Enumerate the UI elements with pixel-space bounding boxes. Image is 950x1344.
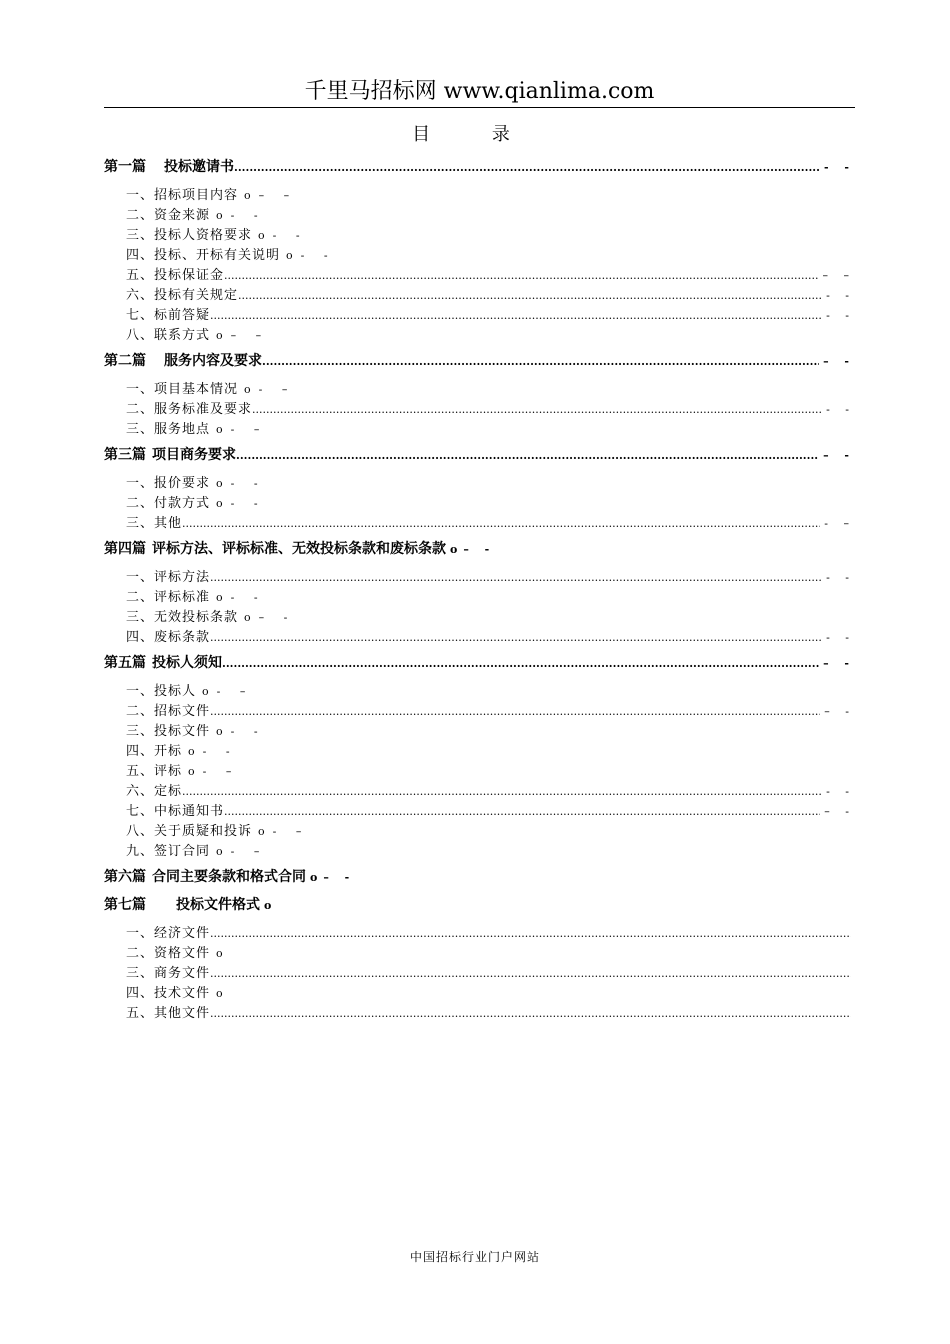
entry-page: ο- – <box>258 825 310 838</box>
entry-title: 一、项目基本情况 <box>126 382 239 397</box>
entry-page: ο– – <box>216 329 270 342</box>
entry-title: 五、评标 <box>126 764 183 779</box>
chapter-number: 第五篇 <box>104 655 146 671</box>
toc-entry[interactable] <box>104 418 855 438</box>
entry-title: 一、评标方法 <box>126 570 211 585</box>
dot-leader <box>224 268 818 283</box>
chapter-number: 第一篇 <box>104 159 146 175</box>
entry-page: - - <box>826 631 855 644</box>
entry-page: - - <box>826 309 855 322</box>
chapter-page: ο– - <box>450 543 496 556</box>
entry-title: 四、技术文件 <box>126 986 211 1001</box>
entry-page: ο- – <box>202 685 254 698</box>
entry-page: ο- – <box>244 383 296 396</box>
chapter-title: 投标文件格式 <box>176 897 260 913</box>
dot-leader <box>234 159 820 175</box>
toc-entry[interactable] <box>104 492 855 512</box>
toc-entry[interactable] <box>104 304 855 324</box>
chapter-number: 第七篇 <box>104 897 146 913</box>
toc-entry[interactable] <box>104 700 855 720</box>
entry-title: 四、开标 <box>126 744 183 759</box>
chapter-title: 投标邀请书 <box>164 159 234 175</box>
toc-entry[interactable] <box>104 760 855 780</box>
entry-title: 二、资金来源 <box>126 208 211 223</box>
dot-leader <box>210 570 822 585</box>
entry-page: ο- – <box>216 845 268 858</box>
toc-entry[interactable] <box>104 284 855 304</box>
toc-entry[interactable] <box>104 606 855 626</box>
entry-title: 二、资格文件 <box>126 946 211 961</box>
entry-page: ο- - <box>216 209 266 222</box>
entry-page: ο– - <box>244 611 296 624</box>
toc-entry[interactable] <box>104 962 855 982</box>
entry-page: - - <box>826 571 855 584</box>
entry-title: 九、签订合同 <box>126 844 211 859</box>
entry-page: ο- - <box>216 497 266 510</box>
entry-page: - - <box>826 785 855 798</box>
entry-page: – - <box>824 805 855 818</box>
toc-chapter[interactable] <box>104 652 855 672</box>
toc-entry[interactable] <box>104 244 855 264</box>
entry-title: 三、无效投标条款 <box>126 610 239 625</box>
entry-page: ο- – <box>216 423 268 436</box>
toc-entry[interactable] <box>104 378 855 398</box>
entry-title: 二、招标文件 <box>126 704 211 719</box>
chapter-page: – - <box>823 449 855 462</box>
chapter-title: 投标人须知 <box>152 655 222 671</box>
entry-title: 五、投标保证金 <box>126 268 225 283</box>
toc-entry[interactable] <box>104 820 855 840</box>
entry-title: 一、招标项目内容 <box>126 188 239 203</box>
toc-entry[interactable] <box>104 942 855 962</box>
entry-title: 二、评标标准 <box>126 590 211 605</box>
entry-page: ο- - <box>216 725 266 738</box>
toc-entry[interactable] <box>104 922 855 942</box>
toc-chapter[interactable] <box>104 866 855 886</box>
dot-leader <box>252 402 822 417</box>
entry-title: 四、废标条款 <box>126 630 211 645</box>
chapter-page: - - <box>824 161 855 174</box>
entry-page: ο– – <box>244 189 298 202</box>
dot-leader <box>210 1006 851 1021</box>
toc-entry[interactable] <box>104 472 855 492</box>
toc-entry[interactable] <box>104 204 855 224</box>
entry-page: - - <box>826 403 855 416</box>
entry-page: - – <box>824 517 855 530</box>
entry-page: ο- - <box>188 745 238 758</box>
toc-entry[interactable] <box>104 512 855 532</box>
chapter-title: 评标方法、评标标准、无效投标条款和废标条款 <box>152 541 446 557</box>
dot-leader <box>210 308 822 323</box>
toc-chapter[interactable] <box>104 156 855 176</box>
entry-page: – - <box>824 705 855 718</box>
entry-title: 七、标前答疑 <box>126 308 211 323</box>
entry-title: 一、经济文件 <box>126 926 211 941</box>
toc-chapter[interactable] <box>104 444 855 464</box>
toc-entry[interactable] <box>104 586 855 606</box>
entry-title: 三、其他 <box>126 516 183 531</box>
toc-entry[interactable] <box>104 800 855 820</box>
chapter-number: 第四篇 <box>104 541 146 557</box>
entry-page: – – <box>822 269 855 282</box>
toc-entry[interactable] <box>104 264 855 284</box>
toc-entry[interactable] <box>104 680 855 700</box>
entry-page: ο- - <box>216 591 266 604</box>
dot-leader <box>210 966 851 981</box>
entry-title: 七、中标通知书 <box>126 804 225 819</box>
chapter-page: ο– - <box>310 871 356 884</box>
chapter-title: 合同主要条款和格式合同 <box>152 869 306 885</box>
entry-page: ο <box>216 987 231 1000</box>
toc-chapter[interactable] <box>104 894 855 914</box>
entry-title: 四、投标、开标有关说明 <box>126 248 281 263</box>
dot-leader <box>224 804 820 819</box>
entry-title: 一、投标人 <box>126 684 197 699</box>
page-footer: 中国招标行业门户网站 <box>409 1250 540 1264</box>
entry-title: 三、商务文件 <box>126 966 211 981</box>
dot-leader <box>182 784 822 799</box>
entry-title: 二、付款方式 <box>126 496 211 511</box>
dot-leader <box>210 630 822 645</box>
entry-page: ο- - <box>286 249 336 262</box>
dot-leader <box>222 655 819 671</box>
toc-entry[interactable] <box>104 398 855 418</box>
table-of-contents <box>104 152 855 1022</box>
dot-leader <box>210 704 820 719</box>
toc-entry[interactable] <box>104 720 855 740</box>
toc-entry[interactable] <box>104 780 855 800</box>
chapter-page: ο <box>264 899 278 912</box>
toc-entry[interactable] <box>104 740 855 760</box>
dot-leader <box>182 516 820 531</box>
entry-title: 六、定标 <box>126 784 183 799</box>
chapter-title: 服务内容及要求 <box>164 353 262 369</box>
site-header: 千里马招标网 www.qianlima.com <box>104 76 855 108</box>
entry-page: - - <box>826 289 855 302</box>
toc-entry[interactable] <box>104 184 855 204</box>
toc-entry[interactable] <box>104 840 855 860</box>
entry-page: ο- - <box>258 229 308 242</box>
chapter-number: 第二篇 <box>104 353 146 369</box>
chapter-page: – - <box>823 657 855 670</box>
toc-chapter[interactable] <box>104 350 855 370</box>
dot-leader <box>238 288 822 303</box>
dot-leader <box>236 447 819 463</box>
toc-entry[interactable] <box>104 626 855 646</box>
entry-title: 六、投标有关规定 <box>126 288 239 303</box>
entry-title: 八、关于质疑和投诉 <box>126 824 253 839</box>
toc-entry[interactable] <box>104 1002 855 1022</box>
entry-page: ο- - <box>216 477 266 490</box>
entry-page: ο- – <box>188 765 240 778</box>
chapter-number: 第三篇 <box>104 447 146 463</box>
entry-title: 五、其他文件 <box>126 1006 211 1021</box>
dot-leader <box>262 353 819 369</box>
entry-title: 三、投标文件 <box>126 724 211 739</box>
entry-title: 三、服务地点 <box>126 422 211 437</box>
toc-entry[interactable] <box>104 982 855 1002</box>
toc-entry[interactable] <box>104 324 855 344</box>
chapter-number: 第六篇 <box>104 869 146 885</box>
entry-title: 三、投标人资格要求 <box>126 228 253 243</box>
chapter-title: 项目商务要求 <box>152 447 236 463</box>
toc-entry[interactable] <box>104 566 855 586</box>
toc-chapter[interactable] <box>104 538 855 558</box>
entry-title: 二、服务标准及要求 <box>126 402 253 417</box>
entry-title: 八、联系方式 <box>126 328 211 343</box>
toc-title: 目 录 <box>412 124 538 145</box>
entry-title: 一、报价要求 <box>126 476 211 491</box>
chapter-page: – - <box>823 355 855 368</box>
entry-page: ο <box>216 947 231 960</box>
toc-entry[interactable] <box>104 224 855 244</box>
dot-leader <box>210 926 851 941</box>
